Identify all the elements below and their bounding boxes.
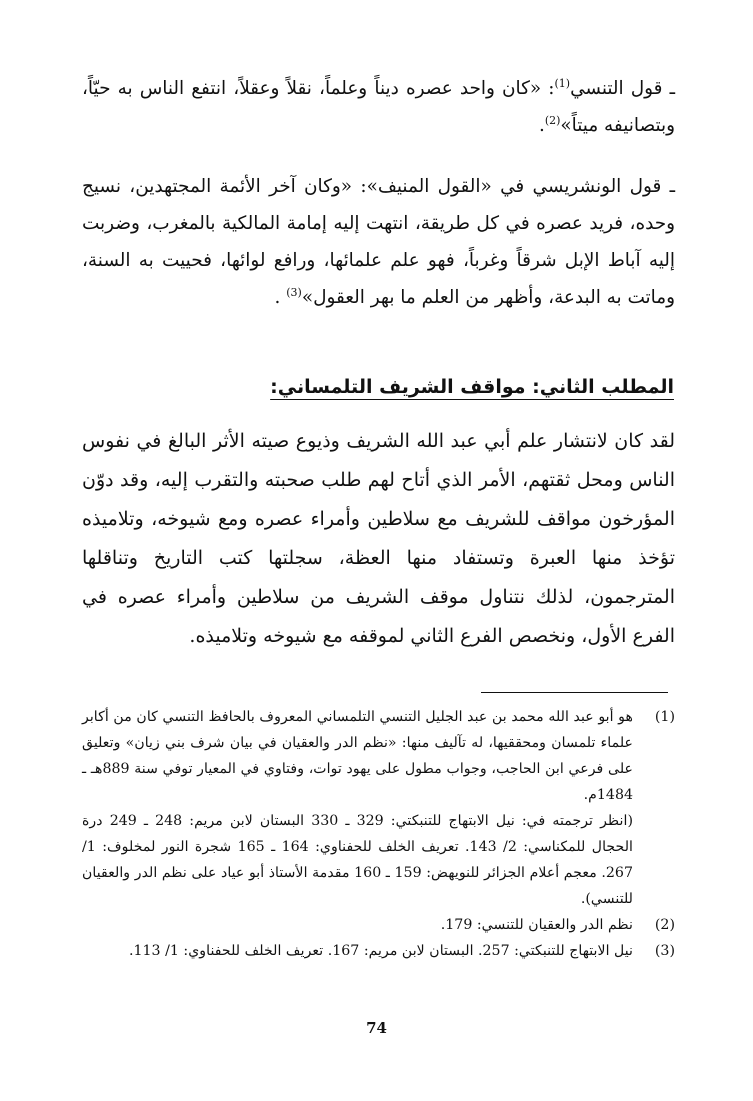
footnote-text: نيل الابتهاج للتنبكتي: 257. البستان لابن مريم: 167. تعريف الخلف للحفناوي: 1/ 113. (128, 943, 633, 959)
footnote-text: نظم الدر والعقيان للتنسي: 179. (440, 917, 633, 933)
footnote-item (82, 912, 675, 938)
paragraph-text: ـ قول الونشريسي في «القول المنيف»: «وكان آخر الأئمة المجتهدين، نسيج وحده، فريد عصره في كل طريقة، انتهت إليه إمامة المالكية بالمغرب، وضربت إليه آباط الإبل شرقاً وغرباً، فهو علم علمائها، ورافع لوائها، فحييت به السنة، وماتت به البدعة، وأظهر من العلم ما بهر العقول» (82, 176, 675, 308)
footnote-item (82, 938, 675, 964)
section-heading (270, 372, 674, 402)
footnote-text: (انظر ترجمته في: نيل الابتهاج للتنبكتي: 329 ـ 330 البستان لابن مريم: 248 ـ 249 درة الحجال للمكناسي: 2/ 143. تعريف الخلف للحفناوي: 164 ـ 165 شجرة النور لمخلوف: 1/ 267. معجم أعلام الجزائر للنويهض: 159 ـ 160 مقدمة الأستاذ أبو عياد على نظم الدر والعقيان للتنسي). (82, 813, 633, 907)
footnote-ref-1[interactable]: (1) (554, 76, 571, 90)
quote-paragraph-wansharisi (82, 168, 675, 316)
body-paragraph: لقد كان لانتشار علم أبي عبد الله الشريف وذيوع صيته الأثر البالغ في نفوس الناس ومحل ثقتهم، الأمر الذي أتاح لهم طلب صحبته والتقرب إليه، وقد دوّن المؤرخون مواقف للشريف مع سلاطين وأمراء عصره ومع شيوخه، وتلاميذه تؤخذ منها العبرة وتستفاد منها العظة، سجلتها كتب التاريخ وتناقلها المترجمون، لذلك نتناول موقف الشريف من سلاطين وأمراء عصره في الفرع الأول، ونخصص الفرع الثاني لموقفه مع شيوخه وتلاميذه. (82, 430, 675, 647)
footnote-ref-2[interactable]: (2) (544, 113, 561, 127)
quote-paragraph-tanasi (82, 70, 675, 144)
footnote-item (82, 704, 675, 912)
section-heading-text: المطلب الثاني: مواقف الشريف التلمساني: (270, 376, 674, 398)
footnote-text: هو أبو عبد الله محمد بن عبد الجليل التنسي التلمساني المعروف بالحافظ التنسي كان من أكابر علماء تلمسان ومحققيها، له تآليف منها: «نظم الدر والعقيان في بيان شرف بني زيان» وتعليق على فرعي ابن الحاجب، وجواب مطول على يهود توات، وفتاوي في المعيار توفي سنة 889هـ ـ 1484م. (82, 709, 633, 803)
paragraph-text: . (538, 115, 545, 136)
footnote-number: (1) (654, 709, 675, 725)
footnote-number: (2) (654, 917, 675, 933)
footnotes (82, 704, 675, 964)
paragraph-text: ـ قول التنسي (570, 78, 675, 99)
footnote-number: (3) (654, 943, 675, 959)
paragraph-text: . (274, 287, 287, 308)
footnote-divider (481, 692, 668, 693)
footnote-ref-3[interactable]: (3) (286, 285, 302, 299)
paragraph-text: : «كان واحد عصره ديناً وعلماً، نقلاً وعقلاً، انتفع الناس به حيّاً، وبتصانيفه ميتاً» (82, 78, 675, 136)
page-number: 74 (366, 1019, 387, 1037)
